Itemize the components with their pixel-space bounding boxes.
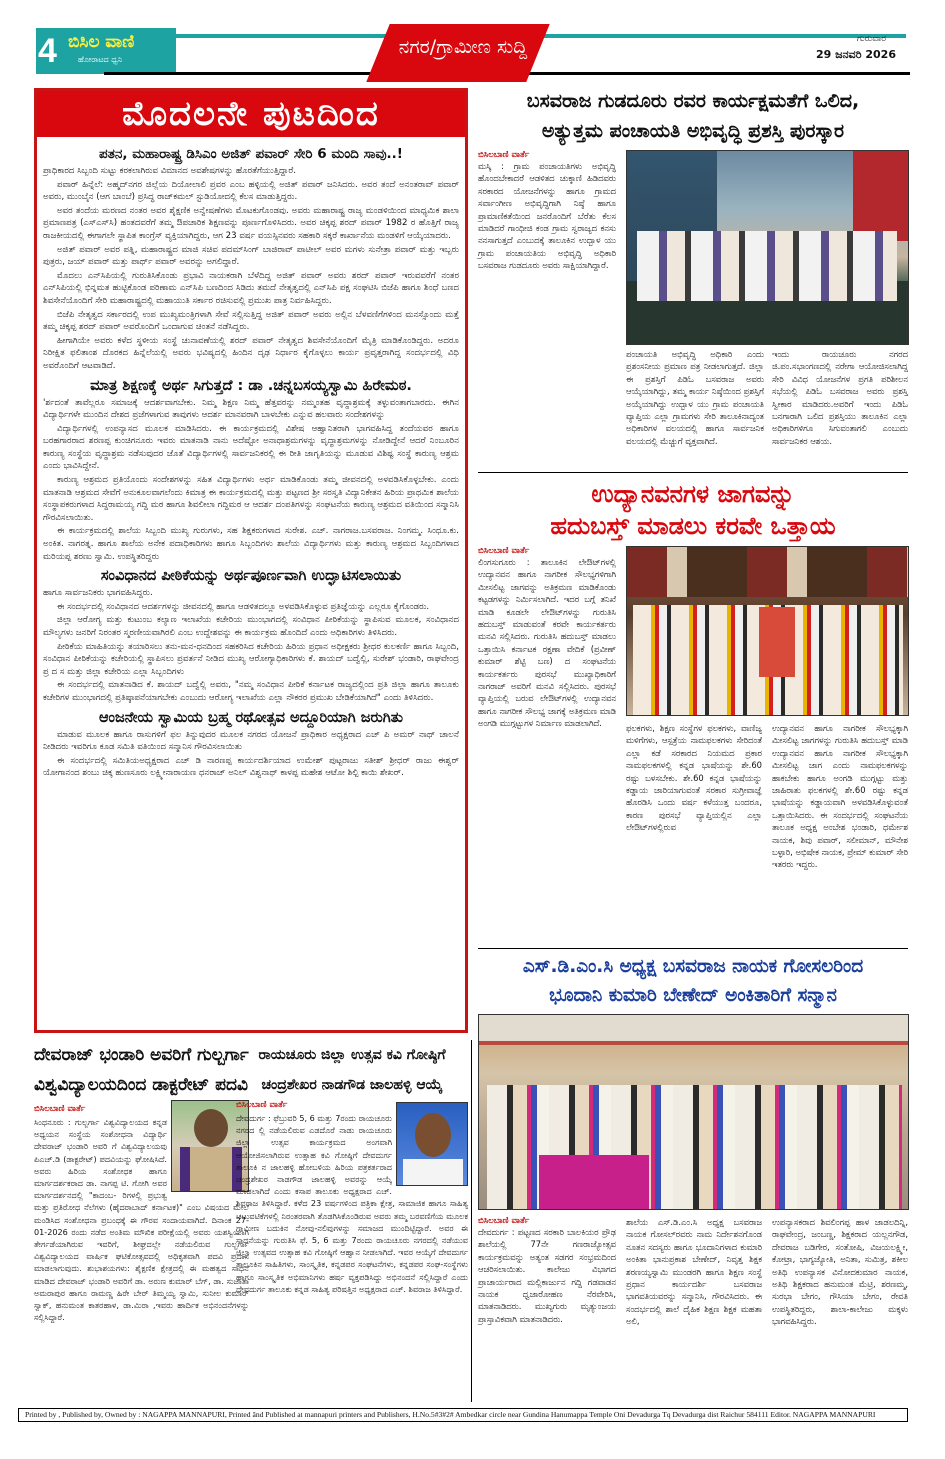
story-headline-line2: ಭೂದಾನಿ ಕುಮಾರಿ ಬೇಣೇದ್ ಅಂಕಿತಾರಿಗೆ ಸನ್ಮಾನ xyxy=(549,985,837,1006)
article-paragraph: 'ರ್ಶದಂತೆ ತಾವೆಲ್ಲರೂ ಸಮಾಜಕ್ಕೆ ಆದರ್ಶವಾಗಬೇಕು. ನಿಮ್ಮ ಶಿಕ್ಷಣ ನಿಮ್ಮ ಹೆತ್ತವರನ್ನು ನಮ್ಮಂತಹ ವೃದ್ಧಾಶ್ರಮಕ್ಕೆ ತಳ್ಳುವಂತಾಗಬಾರದು. ಈಗಿನ ವಿದ್ಯಾರ್ಥಿಗಳೇ ಮುಂದಿನ ದೇಶದ ಪ್ರಜೆಗಳಾಗುವ ತಾವುಗಳು ಆದರ್ಶ ಮಾನವರಾಗಿ ಬಾಳಬೇಕು ಎನ್ನುವ ಹಲವಾರು ಸಂದೇಶಗಳನ್ನು xyxy=(43,397,459,421)
story-panchayat-award xyxy=(478,86,908,471)
article-headline: ಸಂವಿಧಾನದ ಪೀಠಿಕೆಯನ್ನು ಅರ್ಥಪೂರ್ಣವಾಗಿ ಉದ್ಘಾಟಿಸಲಾಯಿತು xyxy=(100,568,402,585)
story-headline-line1: ಎಸ್.ಡಿ.ಎಂ.ಸಿ ಅಧ್ಯಕ್ಷ ಬಸವರಾಜ ನಾಯಕ ಗೋಸಲರಿಂದ xyxy=(522,956,864,977)
article-paragraph: ಅವರ ತಂದೆಯ ಮರಣದ ನಂತರ ಅವರ ಶೈಕ್ಷಣಿಕ ಅನ್ವೇಷಣೆಗಳು ಮೊಟಕುಗೊಂಡವು. ಅವರು ಮಹಾರಾಷ್ಟ್ರ ರಾಜ್ಯ ಮಂಡಳಿಯಿಂದ ಮಾಧ್ಯಮಿಕ ಶಾಲಾ ಪ್ರಮಾಣಪತ್ರ (ಎಸ್‌ಎಸ್‌ಸಿ) ಹಂತದವರೆಗೆ ತಮ್ಮ ಔಪಚಾರಿಕ ಶಿಕ್ಷಣವನ್ನು ಪೂರ್ಣಗೊಳಿಸಿದರು. ಅವರ ಚಿಕ್ಕಪ್ಪ ಶರದ್ ಪವಾರ್ 1982 ರ ಹೊತ್ತಿಗೆ ರಾಜ್ಯ ರಾಜಕೀಯದಲ್ಲಿ ಈಗಾಗಲೇ ಸ್ಥಾಪಿತ ಕಾಂಗ್ರೆಸ್ ವ್ಯಕ್ತಿಯಾಗಿದ್ದರು, ಆಗ 23 ವರ್ಷ ವಯಸ್ಸಿನವರು ಸಹಕಾರಿ ಸಕ್ಕರೆ ಕಾರ್ಖಾನೆಯ ಮಂಡಳಿಗೆ ಆಯ್ಕೆಯಾದರು. xyxy=(43,205,459,241)
story-headline-line2: ವಿಶ್ವವಿದ್ಯಾಲಯದಿಂದ ಡಾಕ್ಟರೇಟ್ ಪದವಿ xyxy=(34,1075,248,1095)
award-ceremony-photo xyxy=(626,150,909,345)
story-headline-line2: ಹದುಬಸ್ತ್ ಮಾಡಲು ಕರವೇ ಒತ್ತಾಯ xyxy=(550,512,836,540)
karave-memorandum-photo xyxy=(626,546,909,716)
article-headline: ಮಾತ್ರ ಶಿಕ್ಷಣಕ್ಕೆ ಅರ್ಥ ಸಿಗುತ್ತದೆ : ಡಾ .ಚನ್ನಬಸಯ್ಯಸ್ವಾಮಿ ಹಿರೇಮಠ. xyxy=(90,377,412,394)
story-body: ಇಂದು ರಾಯಚೂರು ನಗರದ ಜಿ.ಪಂ.ಸಭಾಂಗಣದಲ್ಲಿ ನರೇಗಾ ಆಯೋಜಿಸಲಾಗಿದ್ದ ಸೇರಿ ವಿವಿಧ ಯೋಜನೆಗಳ ಪ್ರಗತಿ ಪರಿಶೀಲನ ಸಭೆಯಲ್ಲಿ ಪಿಡಿಓ ಬಸವರಾಜ ಅವರು ಪ್ರಶಸ್ತಿ ಸ್ವೀಕಾರ ಮಾಡಿದರು.ಅವರಿಗೆ ಇಂದು ಪಿಡಿಓ ಬನಗಾರಾಗಿ ಒಲಿದ ಪ್ರಶಸ್ತಿಯು ತಾಲೂಕಿನ ಎಲ್ಲಾ ಅಧಿಕಾರಿಗಳಿಗೂ ಸಿಗುವಂತಾಗಲಿ ಎಂಬುದು ಸಾರ್ವಜನಿಕರ ಆಶಯ. xyxy=(772,349,908,446)
masthead xyxy=(18,28,908,80)
article-paragraph: ಪವಾರ್ ಹಿನ್ನೆಲೆ: ಅಹ್ಮದ್‌ನಗರ ಜಿಲ್ಲೆಯ ದಿಯೋಲಾಲಿ ಪ್ರವರ ಎಂಬ ಹಳ್ಳಿಯಲ್ಲಿ ಅಜಿತ್ ಪವಾರ್ ಜನಿಸಿದರು. ಅವರ ತಂದೆ ಅನಂತರಾವ್ ಪವಾರ್ ಅವರು, ಮುಂಬೈನ (ಆಗ ಬಾಂಬೆ) ಪ್ರಸಿದ್ಧ ರಾಜ್‌ಕಮಲ್ ಸ್ಟುಡಿಯೋದಲ್ಲಿ ಕೆಲಸ ಮಾಡುತ್ತಿದ್ದರು. xyxy=(43,179,459,203)
story-body: ಫಲಕಗಳು, ಶಿಕ್ಷಣ ಸಂಸ್ಥೆಗಳ ಫಲಕಗಳು, ವಾಣಿಜ್ಯ ಮಳಿಗೆಗಳು, ಆಸ್ಪತ್ರೆಯ ನಾಮಫಲಕಗಳು ಸೇರಿದಂತೆ ಎಲ್ಲಾ ಕಡೆ ಸರಕಾರದ ನಿಯಮದ ಪ್ರಕಾರ ನಾಮಫಲಕಗಳಲ್ಲಿ ಕನ್ನಡ ಭಾಷೆಯನ್ನು ಶೇ.60 ರಷ್ಟು ಬಳಸಬೇಕು. ಶೇ.60 ಕನ್ನಡ ಭಾಷೆಯನ್ನು ಕಡ್ಡಾಯ ಜಾರಿಯಾಗುವಂತೆ ಸರಕಾರ ಸುಗ್ರೀವಾಜ್ಞೆ ಹೊರಡಿಸಿ ಒಂದು ವರ್ಷ ಕಳೆಯುತ್ತ ಬಂದರೂ, ಕಾರಣ ಪುರಸಭೆ ವ್ಯಾಪ್ತಿಯಲ್ಲಿನ ಎಲ್ಲಾ ಲೇಔಟ್‌ಗಳಲ್ಲಿರುವ xyxy=(626,723,762,833)
byline: ಬಿಸಿಲಬಾಣಿ ವಾರ್ತೆ xyxy=(34,1104,86,1114)
republic-day-group-photo xyxy=(478,1014,909,1210)
photo-red-building xyxy=(853,151,909,241)
page-number: 4 xyxy=(38,32,57,70)
continued-banner: ಮೊದಲನೇ ಪುಟದಿಂದ xyxy=(37,91,465,137)
section-title: ನಗರ/ಗ್ರಾಮೀಣ ಸುದ್ದಿ xyxy=(398,36,528,58)
story-headline-line1: ದೇವರಾಜ್ ಭಂಡಾರಿ ಅವರಿಗೆ ಗುಲ್ಬರ್ಗಾ xyxy=(34,1045,249,1065)
story-headline-line1: ಉದ್ಯಾನವನಗಳ ಜಾಗವನ್ನು xyxy=(591,480,795,508)
story-sdmc-felicitation xyxy=(478,952,908,1402)
story-body: ಪಂಚಾಯತಿ ಅಭಿವೃದ್ಧಿ ಅಧಿಕಾರಿ ಎಂದು ಪ್ರಶಂಸನೀಯ ಪ್ರಮಾಣ ಪತ್ರ ನೀಡಲಾಗುತ್ತದೆ. ಜಿಲ್ಲಾ ಈ ಪ್ರಶಸ್ತಿಗೆ ಪಿಡಿಓ ಬಸವರಾಜ ಅವರು ಆಯ್ಕೆಯಾಗಿದ್ದು, ತಮ್ಮ ಕಾರ್ಯ ನಿಷ್ಠೆಯಿಂದ ಪ್ರಶಸ್ತಿಗೆ ಅಯ್ಕೆಯಾಗಿದ್ದು ಉದ್ಬಾಳ ಯು ಗ್ರಾಮ ಪಂಚಾಯತಿ ವ್ಯಾಪ್ತಿಯ ಎಲ್ಲಾ ಗ್ರಾಮಗಳು ಸೇರಿ ತಾಲೂಕಿನಾದ್ಯಂತ ಅಧಿಕಾರಿಗಳ ವಲಯದಲ್ಲಿ ಹಾಗೂ ಸಾರ್ವಜನಿಕ ವಲಯದಲ್ಲಿ ಮೆಚ್ಚುಗೆ ವ್ಯಕ್ತವಾಗಿದೆ. xyxy=(626,349,764,446)
byline: ಬಿಸಿಲಬಾಣಿ ವಾರ್ತೆ xyxy=(236,1100,288,1110)
story-body: ಉಪನ್ಯಾಸಕರಾದ ಶಿವಲಿಂಗಪ್ಪ ಹಾಳ ಜಾಡಲದಿನ್ನಿ, ರಾಘವೇಂದ್ರ, ಜಂಬಣ್ಣ, ಶಿಕ್ಷಕರಾದ ಯಲ್ಲನಗೌಡ, ದೇವರಾಜ ಬಡಿಗೇರ, ಸಂತೋಷಿ, ವಿಜಯಲಕ್ಷ್ಮೀ, ಕೋಟ್ರಾ, ಭಾಗ್ಯಜ್ಯೋತಿ, ಅನಿತಾ, ಸುಮಿತ್ರ, ಶಕೀಲ ಅತಿಥಿ ಉಪನ್ಯಾಸಕ ವಿನೋದಕುಮಾರ ನಾಯಕ, ಅತಿಥಿ ಶಿಕ್ಷಕರಾದ ಹನುಮಂತ ಮೆಟ್ರಿ, ಶರಣಮ್ಮ, ಸುರಭಾ ಬೇಗಂ, ಗೌಸಿಯಾ ಬೇಗಂ, ರೇವತಿ ಉಪಸ್ಥಿತರಿದ್ದರು, ಶಾಲಾ-ಕಾಲೇಜು ಮಕ್ಕಳು ಭಾಗವಹಿಸಿದ್ದರು. xyxy=(772,1217,908,1327)
byline: ಬಿಸಿಲಬಾಣಿ ವಾರ್ತೆ xyxy=(478,150,530,160)
article-paragraph: ಪೀಠಿಕೆಯ ಮಾಹಿತಿಯನ್ನು ತಯಾರಿಸಲು ತನು-ಮನ-ಧನದಿಂದ ಸಹಕರಿಸಿದ ಕಚೇರಿಯ ಹಿರಿಯ ಪ್ರಧಾನ ಅಧೀಕ್ಷಕರು ಶ್ರೀಧರ ಕುಲಕರ್ಣಿ ಹಾಗೂ ಸಿಬ್ಬಂದಿ, ಸಂವಿಧಾನ ಪೀಠಿಕೆಯನ್ನು ಕಚೇರಿಯಲ್ಲಿ ಸ್ಥಾಪಿಸಲು ಪ್ರವರ್ತನೆ ನೀಡಿದ ಮುಖ್ಯ ಆರೋಗ್ಯಾಧಿಕಾರಿಗಳು ಕೆ. ಶಾಯದ್ ಬದ್ವೆಲ್ಲಿ, ಸುರೇಶ್ ಭಂಡಾರಿ, ರಾಘವೇಂದ್ರ ಪ್ರ ದ ಸ ಮತ್ತು ಜಿಲ್ಲಾ ಕಚೇರಿಯ ಎಲ್ಲಾ ಸಿಬ್ಬಂದಿಗಳು xyxy=(43,641,459,677)
story-headline-line1: ಬಸವರಾಜ ಗುಡದೂರು ರವರ ಕಾರ್ಯಕ್ಷಮತೆಗೆ ಒಲಿದ, xyxy=(526,90,860,112)
continued-from-front-page-box xyxy=(34,88,468,1033)
issue-date: 29 ಜನವರಿ 2026 xyxy=(816,48,896,61)
article-paragraph: ಜಿಲ್ಲಾ ಆರೋಗ್ಯ ಮತ್ತು ಕುಟುಂಬ ಕಲ್ಯಾಣ ಇಲಾಖೆಯ ಕಚೇರಿಯ ಮುಂಭಾಗದಲ್ಲಿ ಸಂವಿಧಾನ ಪೀಠಿಕೆಯನ್ನು ಸ್ಥಾಪಿಸುವ ಮೂಲಕ, ಸಂವಿಧಾನದ ಮೌಲ್ಯಗಳು ಜನರಿಗೆ ನಿರಂತರ ಸ್ಮರಣೀಯವಾಗಿರಲಿ ಎಂಬ ಉದ್ದೇಶವನ್ನು ಈ ಕಾರ್ಯಕ್ರಮ ಹೊಂದಿದೆ ಎಂದು ಅಧಿಕಾರಿಗಳು ತಿಳಿಸಿದರು. xyxy=(43,615,459,638)
column-divider xyxy=(471,1040,472,1402)
article-paragraph: ಈ ಸಂದರ್ಭದಲ್ಲಿ ಸಮಿತಿಯಅಧ್ಯಕ್ಷರಾದ ಎಚ್ ಡಿ ನಾರಣಪ್ಪ ಕಾರ್ಯದರ್ಶಿಯಾದ ಉಮೇಶ್ ಪುಟ್ಟರಾಜು ಸತೀಶ್ ಶ್ರೀಧರ್ ರಾಜು ಈಶ್ವರ್ ಯೋಗಾನಂದ ಶಂಬು ಚಿಕ್ಕ ಹುಣಸೂರು ಲಕ್ಷ್ಮೀನಾರಾಯಣ ಧನರಾಜ್ ಅನಿಲ್ ವಿಶ್ವನಾಥ್ ಕಾಳಪ್ಪ ಮಹೇಶ ಆಟೋ ಶಿಲ್ಪಿ ಕಾಯಿ ಶೇಖರ್. xyxy=(43,755,459,779)
story-body-text: ಸಿಂಧನೂರು : ಗುಲ್ಬರ್ಗಾ ವಿಶ್ವವಿದ್ಯಾಲಯದ ಕನ್ನಡ ಅಧ್ಯಯನ ಸಂಸ್ಥೆಯ ಸಂಶೋಧನಾ ವಿದ್ಯಾರ್ಥಿ ದೇವರಾಜ್ ಭಂಡಾರಿ ಅವರಿ ಗೆ ವಿಶ್ವವಿದ್ಯಾಲಯವು ಪಿಎಚ್.ಡಿ (ಡಾಕ್ಟರೇಟ್) ಪದವಿಯನ್ನು ಘೋಷಿಸಿದೆ. ಅವರು ಹಿರಿಯ ಸಂಶೋಧಕ ಹಾಗೂ ಮಾರ್ಗದರ್ಶಕರಾದ ಡಾ. ನಾಗಪ್ಪ ಟಿ. ಗೋಗಿ ಅವರ ಮಾರ್ಗದರ್ಶನದಲ್ಲಿ "ಕಾದಂಬ- ರಿಗಳಲ್ಲಿ ಪ್ರಭುತ್ವ ಮತ್ತು ಪ್ರತಿರೋಧ ನೆಲೆಗಳು (ಹೈದರಾಬಾದ್ ಕರ್ನಾಟಕ)" ಎಂಬ ವಿಷಯದ ಮೇಲೆ ಮಂಡಿಸಿದ ಸಂಶೋಧನಾ ಪ್ರಬಂಧಕ್ಕೆ ಈ ಗೌರವ ಸಂದಾಯವಾಗಿದೆ. ದಿನಾಂಕ 27-01-2026 ರಂದು ನಡೆದ ಅಂತಿಮ ಮೌಖಿಕ ಪರೀಕ್ಷೆಯಲ್ಲಿ ಅವರು ಯಶಸ್ವಿಯಾಗಿ ತೇರ್ಗಡೆಯಾಗಿರುವ ಇವರಿಗೆ, ಶೀಘ್ರದಲ್ಲೇ ನಡೆಯಲಿರುವ ಗುಲ್ಬರ್ಗಾ ವಿಶ್ವವಿದ್ಯಾಲಯದ ವಾರ್ಷಿಕ ಘಟಿಕೋತ್ಸವದಲ್ಲಿ ಅಧಿಕೃತವಾಗಿ ಪದವಿ ಪ್ರದಾನ ಮಾಡಲಾಗುವುದು. ಶುಭಾಶಯಗಳು: ಶೈಕ್ಷಣಿಕ ಕ್ಷೇತ್ರದಲ್ಲಿ ಈ ಮಹತ್ವದ ಸಾಧನೆ ಮಾಡಿದ ದೇವರಾಜ್ ಭಂಡಾರಿ ಅವರಿಗೆ ಡಾ. ಅರುಣ ಕುಮಾರ್ ಬೆಗ್, ಡಾ. ಸುಜಾತಾ ಅಮರಾಪುರ ಹಾಗೂ ರಾಮಣ್ಣ ಹಿರೇ ಬೇರ್ ತಿಮ್ಮಯ್ಯ ಸ್ವಾಮಿ, ಸುನೀಲ ಕುಮಾರ್ ಸ್ವಾಕ್, ಹನುಮಂತ ಕಾತರಹಾಳ, ಡಾ.ಮಿರಾ ,ಇವರು ಹಾರ್ದಿಕ ಅಭಿನಂದನೆಗಳನ್ನು ಸಲ್ಲಿಸಿದ್ದಾರೆ. xyxy=(34,1117,249,1323)
story-headline-line2: ಚಂದ್ರಶೇಖರ ನಾಡಗೌಡ ಜಾಲಹಳ್ಳಿ ಆಯ್ಕೆ xyxy=(261,1077,443,1093)
story-body xyxy=(236,1112,468,1295)
story-body: ಲಿಂಗಸುಗೂರು : ತಾಲೂಕಿನ ಲೇಔಟ್‌ಗಳಲ್ಲಿ ಉದ್ಯಾನವನ ಹಾಗೂ ನಾಗರೀಕ ಸೌಲಭ್ಯಗಳಿಗಾಗಿ ಮೀಸಲಿಟ್ಟ ಜಾಗವನ್ನು ಅತಿಕ್ರಮಣ ಮಾಡಿಕೊಂಡು ಕಟ್ಟಡಗಳನ್ನು ನಿರ್ಮಿಸಲಾಗಿದೆ. ಇದರ ಬಗ್ಗೆ ತನಿಖೆ ಮಾಡಿ ಕೂಡಲೇ ಲೇಔಟ್‌ಗಳನ್ನು ಗುರುತಿಸಿ ಹದುಬಸ್ತ್ ಮಾಡುವಂತೆ ಕರವೇ ಕಾರ್ಯಕರ್ತರು ಮನವಿ ಸಲ್ಲಿಸಿದರು. ಗುರುತಿಸಿ ಹದುಬಸ್ತ್ ಮಾಡಲು ಒತ್ತಾಯಿಸಿ ಕರ್ನಾಟಕ ರಕ್ಷಣಾ ವೇದಿಕೆ (ಪ್ರವೀಣ್ ಕುಮಾರ್ ಶೆಟ್ಟಿ ಬಣ) ದ ಸಂಘಟನೆಯ ಕಾರ್ಯಕರ್ತರು ಪುರಸಭೆ ಮುಖ್ಯಾಧಿಕಾರಿಗೆ ನಾಗರಾಜ್ ಅವರಿಗೆ ಮನವಿ ಸಲ್ಲಿಸಿದರು. ಪುರಸಭೆ ವ್ಯಾಪ್ತಿಯಲ್ಲಿ ಬರುವ ಲೇಔಟ್‌ಗಳಲ್ಲಿ ಉದ್ಯಾನವನ ಹಾಗೂ ನಾಗರೀಕ ಸೌಲಭ್ಯ ಜಾಗಕ್ಕೆ ಅತಿಕ್ರಮಣ ಮಾಡಿ ಅಂಗಡಿ ಮುಗ್ಗಟ್ಟುಗಳ ನಿರ್ಮಾಣ ಮಾಡಲಾಗಿದೆ. xyxy=(478,557,616,729)
byline: ಬಿಸಿಲಬಾಣಿ ವಾರ್ತೆ xyxy=(478,1216,530,1226)
article-paragraph: ಈ ಸಂದರ್ಭದಲ್ಲಿ ಸಂವಿಧಾನದ ಆದರ್ಶಗಳನ್ನು ಜೀವನದಲ್ಲಿ ಹಾಗೂ ಆಡಳಿತದಲ್ಲೂ ಅಳವಡಿಸಿಕೊಳ್ಳುವ ಪ್ರತಿಜ್ಞೆಯನ್ನು ಎಲ್ಲರೂ ಕೈಗೊಂಡರು. xyxy=(57,601,430,612)
story-headline-line2: ಅತ್ಯುತ್ತಮ ಪಂಚಾಯತಿ ಅಭಿವೃದ್ಧಿ ಪ್ರಶಸ್ತಿ ಪುರಸ್ಕಾರ xyxy=(541,120,845,142)
photo-school-roof xyxy=(479,1015,909,1045)
article-paragraph: ಈ ಸಂದರ್ಭದಲ್ಲಿ ಮಾತನಾಡಿದ ಕೆ. ಶಾಯದ್ ಬದ್ವೆಲ್ಲಿ ಅವರು, "ನಮ್ಮ ಸಂವಿಧಾನ ಪೀಠಿಕೆ ಕರ್ನಾಟಕ ರಾಜ್ಯದಲ್ಲಿಂದ ಪ್ರತಿ ಜಿಲ್ಲಾ ಹಾಗೂ ತಾಲೂಕು ಕಚೇರಿಗಳ ಮುಂಭಾಗದಲ್ಲಿ ಪ್ರತಿಷ್ಠಾಪನೆಯಾಗಬೇಕು ಎಂಬುದು ಆರೋಗ್ಯ ಇಲಾಖೆಯ ಎಲ್ಲಾ ನೌಕರರ ಪ್ರಮುಖ ಬೇಡಿಕೆಯಾಗಿದೆ" ಎಂದು ತಿಳಿಸಿದರು. xyxy=(43,680,459,703)
article-paragraph: ಅಜಿತ್ ಪವಾರ್ ಅವರ ಪತ್ನಿ, ಮಹಾರಾಷ್ಟ್ರದ ಮಾಜಿ ಸಚಿವ ಪದಮ್‌ಸಿಂಗ್ ಬಾಜಿರಾವ್ ಪಾಟೀಲ್ ಅವರ ಮಗಳು ಸುನೇತ್ರಾ ಪವಾರ್ ಮತ್ತು ಇಬ್ಬರು ಪುತ್ರರು, ಜಯ್ ಪವಾರ್ ಮತ್ತು ಪಾರ್ಥ್ ಪವಾರ್ ಅವರನ್ನು ಅಗಲಿದ್ದಾರೆ. xyxy=(43,244,459,268)
article-paragraph: ಈ ಕಾರ್ಯಕ್ರಮದಲ್ಲಿ ಶಾಲೆಯ ಸಿಬ್ಬಂದಿ ಮುಖ್ಯ ಗುರುಗಳು, ಸಹ ಶಿಕ್ಷಕರುಗಳಾದ ಸುರೇಶ. ಎಚ್. ನಾಗರಾಜ.ಬಸವರಾಜ. ನಿಂಗಮ್ಮ. ಸಿಂಧೂ.ಕು. ಅಂಕಿತ. ನಾಗರತ್ನ. ಹಾಗೂ ಶಾಲೆಯ ಅನೇಕ ಪದಾಧಿಕಾರಿಗಳು ಹಾಗೂ ಸಿಬ್ಬಂದಿಗಳು ಶಾಲೆಯ ವಿದ್ಯಾರ್ಥಿಗಳು ಮತ್ತು ಕಾರುಣ್ಯ ಆಶ್ರಮದ ಸಿಬ್ಬಂದಿಗಳಾದ ಮರಿಯಪ್ಪ ಶರಣು ಸ್ವಾಮಿ. ಉಪಸ್ಥಿತರಿದ್ದರು xyxy=(43,526,459,562)
story-parks-encroachment xyxy=(478,478,908,943)
article-paragraph: ಮಾಡುವ ಮೂಲಕ ಹಾಗೂ ರಾಸುಗಳಿಗೆ ಫಲ ತಿನ್ನುವುದರ ಮೂಲಕ ನಗರದ ಯೋಜನೆ ಪ್ರಾಧಿಕಾರ ಅಧ್ಯಕ್ಷರಾದ ಎಚ್ ಪಿ ಅಮರ್ ನಾಥ್ ಚಾಲನೆ ನೀಡಿದರು ಇವರಿಗೂ ಕೂಡ ಸಮಿತಿ ವತಿಯಿಂದ ಸನ್ಮಾನಿಸ ಗೌರವಿಸಲಾಯಿತು xyxy=(43,729,459,753)
story-headline-line1: ರಾಯಚೂರು ಜಿಲ್ಲಾ ಉತ್ಸವ ಕವಿ ಗೋಷ್ಠಿಗೆ xyxy=(258,1047,446,1063)
story-body-text: ದೇವದುರ್ಗ : ಫೆಬ್ರುವರಿ 5, 6 ಮತ್ತು 7ರಂದು ರಾಯಚೂರು ನಗರದ ಲ್ಲಿ ನಡೆಯಲಿರುವ ಎಡದೊರೆ ನಾಡು ರಾಯಚೂರು ಜಿಲ್ಲಾ ಉತ್ಸವ ಕಾರ್ಯಕ್ರಮದ ಅಂಗವಾಗಿ ಆಯೋಜಿಸಲಾಗಿರುವ ಉತ್ಸಾಹ ಕವಿ ಗೋಷ್ಠಿಗೆ ದೇವದುರ್ಗ ತಾಲೂಕಿ ನ ಜಾಲಹಳ್ಳಿ ಹೋಬಳಿಯ ಹಿರಿಯ ಪತ್ರಕರ್ತರಾದ ಚಂದ್ರಶೇಖರ ನಾಡಗೌಡ ಜಾಲಹಳ್ಳಿ ಅವರನ್ನು ಆಯ್ಕೆ ಮಾಡಲಾಗಿದೆ ಎಂದು ಕಸಾಪ ತಾಲೂಕು ಅಧ್ಯಕ್ಷರಾದ ಎಚ್. ಶಿವರಾಜ ತಿಳಿಸಿದ್ದಾರೆ. ಕಳೆದ 23 ವರ್ಷಗಳಿಂದ ಪತ್ರಿಕಾ ಕ್ಷೇತ್ರ, ಸಾಮಾಜಿಕ ಹಾಗೂ ಸಾಹಿತ್ಯ ಚಟುವಟಿಕೆಗಳಲ್ಲಿ ನಿರಂತರವಾಗಿ ತೊಡಗಿಸಿಕೊಂಡಿರುವ ಅವರು ತಮ್ಮ ಬರವಣಿಗೆಯ ಮೂಲಕ ಗ್ರಾಮೀಣ ಬದುಕಿನ ನೋವು-ನಲಿವುಗಳನ್ನು ಸಮಾಜದ ಮುಂದಿಟ್ಟಿದ್ದಾರೆ. ಅವರ ಈ ಸಾಧನೆಯನ್ನು ಗುರುತಿಸಿ ಫೆ. 5, 6 ಮತ್ತು 7ರಂದು ರಾಯಚೂರು ನಗರದಲ್ಲಿ ನಡೆಯುವ ಜಿಲ್ಲಾ ಉತ್ಸವದ ಉತ್ಸಾಹ ಕವಿ ಗೋಷ್ಠಿಗೆ ಆಹ್ವಾನ ನೀಡಲಾಗಿದೆ. ಇವರ ಆಯ್ಕೆಗೆ ದೇವದುರ್ಗ ತಾಲೂಕಿನ ಸಾಹಿತಿಗಳು, ಸಾಂಸ್ಕೃತಿಕ, ಕನ್ನಡಪರ ಸಂಘಟನೆಗಳು, ಕನ್ನಡಪರ ಸಂಘ-ಸಂಸ್ಥೆಗಳು ಹಾಗೂ ಸಾಂಸ್ಕೃತಿಕ ಅಭಿಮಾನಿಗಳು ಹರ್ಷ ವ್ಯಕ್ತಪಡಿಸಿದ್ದು ಅಭಿನಂದನೆ ಸಲ್ಲಿಸಿದ್ದಾರೆ ಎಂದು ದೇವದುರ್ಗ ತಾಲೂಕು ಕನ್ನಡ ಸಾಹಿತ್ಯ ಪರಿಷತ್ತಿನ ಅಧ್ಯಕ್ಷರಾದ ಎಚ್. ಶಿವರಾಜ ತಿಳಿಸಿದ್ದಾರೆ. xyxy=(236,1113,468,1294)
photo-official-red-shirt xyxy=(759,607,795,677)
story-body xyxy=(34,1116,249,1323)
newspaper-tagline: ಹೋರಾಟದ ಧ್ವನಿ xyxy=(78,55,123,64)
article-paragraph: ಬಿಜೆಪಿ ನೇತೃತ್ವದ ಸರ್ಕಾರದಲ್ಲಿ ಉಪ ಮುಖ್ಯಮಂತ್ರಿಗಳಾಗಿ ಸೇವೆ ಸಲ್ಲಿಸುತ್ತಿದ್ದ ಅಜಿತ್ ಪವಾರ್ ಅವರು ಅಲ್ಲಿನ ಬೆಳವಣಿಗೆಗಳಿಂದ ಮನಸ್ಸೊಂದು ಮತ್ತೆ ತಮ್ಮ ಚಿಕ್ಕಪ್ಪ ಶರದ್ ಪವಾರ್ ಅವರೊಂದಿಗೆ ಒಂದಾಗುವ ಚಿಂತನೆ ನಡೆಸಿದ್ದರು. xyxy=(43,309,459,333)
story-body: ಶಾಲೆಯ ಎಸ್.ಡಿ.ಎಂ.ಸಿ ಅಧ್ಯಕ್ಷ ಬಸವರಾಜ ನಾಯಕ ಗೋಸಲ್‌ರವರು ನಾಮ ನಿರ್ದೇಶನಗೊಂಡ ನೂತನ ಸದಸ್ಯರು ಹಾಗೂ ಭೂದಾನಿಗಳಾದ ಕುಮಾರಿ ಅಂಕಿತಾ ಭಾನುಪ್ರಕಾಶ ಬೇಣೇದ್, ನಿವೃತ್ತ ಶಿಕ್ಷಕ ಶರಣಯ್ಯಸ್ವಾಮಿ ಮುಂಡರಗಿ ಹಾಗೂ ಶಿಕ್ಷಣ ಸಂಸ್ಥೆ ಪ್ರಧಾನ ಕಾರ್ಯದರ್ಶಿ ಬಸವರಾಜ ಭಾಗವತಿಯವರನ್ನು ಸನ್ಮಾನಿಸಿ, ಗೌರವಿಸಿದರು. ಈ ಸಂದರ್ಭದಲ್ಲಿ ಶಾಲೆ ದೈಹಿಕ ಶಿಕ್ಷಣ ಶಿಕ್ಷಕ ಮಹತಾ ಅಲಿ, xyxy=(626,1217,762,1327)
photo-people-row xyxy=(637,231,897,301)
story-body: ಉದ್ಯಾನವನ ಹಾಗೂ ನಾಗರೀಕ ಸೌಲಭ್ಯಕ್ಕಾಗಿ ಮೀಸಲಿಟ್ಟ ಜಾಗಗಳನ್ನು ಗುರುತಿಸಿ ಹದುಬಸ್ತ್ ಮಾಡಿ ಉದ್ಯಾನವನ ಹಾಗೂ ನಾಗರೀಕ ಸೌಲಭ್ಯಕ್ಕಾಗಿ ಮೀಸಲಿಟ್ಟ ಜಾಗ ಎಂದು ನಾಮಫಲಕಗಳನ್ನು ಹಾಕಬೇಕು ಹಾಗೂ ಅಂಗಡಿ ಮುಗ್ಗಟ್ಟು ಮತ್ತು ಜಾಹಿರಾತು ಫಲಕಗಳಲ್ಲಿ ಶೇ.60 ರಷ್ಟು ಕನ್ನಡ ಭಾಷೆಯನ್ನು ಕಡ್ಡಾಯವಾಗಿ ಅಳವಡಿಸಿಕೊಳ್ಳುವಂತೆ ಒತ್ತಾಯಿಸಿದರು. ಈ ಸಂದರ್ಭದಲ್ಲಿ ಸಂಘಟನೆಯ ತಾಲೂಕ ಅಧ್ಯಕ್ಷ ಅಂಬೇಶ ಭಂಡಾರಿ, ಧರ್ಮೇಶ ನಾಯಕ, ಶಿವು ಪವಾರ್, ಸಲೀಮಾನ್, ಮೌನೇಶ ಬಳ್ಳಾರಿ, ಅಭಿಷೇಕ ನಾಯಕ, ಪ್ರೇಮ್ ಕುಮಾರ್ ಸೇರಿ ಇತರರು ಇದ್ದರು. xyxy=(772,723,908,870)
issue-day: ಗುರುವಾರ xyxy=(856,34,886,44)
article-paragraph: ಹೀಗಾಗಿಯೇ ಅವರು ಕಳೆದ ಸ್ಥಳೀಯ ಸಂಸ್ಥೆ ಚುನಾವಣೆಯಲ್ಲಿ ಶರದ್ ಪವಾರ್ ನೇತೃತ್ವದ ಶಿವಸೇನೆಯೊಂದಿಗೆ ಮೈತ್ರಿ ಮಾಡಿಕೊಂಡಿದ್ದರು. ಅದರೂ ನಿರೀಕ್ಷಿತ ಫಲಿತಾಂಶ ದೊರಕದ ಹಿನ್ನೆಲೆಯಲ್ಲಿ ಅವರು ಭವಿಷ್ಯದಲ್ಲಿ ಹಿಂದಿನ ದೃಢ ನಿರ್ಧಾರ ಕೈಗೊಳ್ಳಲು ಕಾರ್ಯ ಪ್ರವೃತ್ತರಾಗಿದ್ದ ಸಂದರ್ಭದಲ್ಲಿ ವಿಧಿ ಅವರೊಂದಿಗೆ ಆಟವಾಡಿದೆ. xyxy=(43,335,459,371)
article-paragraph: ವಿದ್ಯಾರ್ಥಿಗಳಲ್ಲಿ ಉಪನ್ಯಾಸದ ಮೂಲಕ ಮಾಡಿಸಿದರು. ಈ ಕಾರ್ಯಕ್ರಮದಲ್ಲಿ ವಿಶೇಷ ಆಹ್ವಾನಿತರಾಗಿ ಭಾಗವಹಿಸಿದ್ದ ತಂದೆಯವರ ಹಾಗೂ ಬರಹಗಾರರಾದ ಶರಣಪ್ಪ ಕುಂಚಿಗನೂರು ಇವರು ಮಾತನಾಡಿ ನಾನು ಅದೆಷ್ಟೋ ಅನಾಥಾಶ್ರಮಗಳನ್ನು ವೃದ್ಧಾಶ್ರಮಗಳನ್ನು ನೋಡಿದ್ದೇನೆ ಆದರೆ ನಿಂಬೂರಿನ ಕಾರುಣ್ಯ ಸಂಸ್ಥೆಯ ವೃದ್ಧಾಶ್ರಮ ನಡೆಸುವುದರ ಜೊತೆ ವಿದ್ಯಾರ್ಥಿಗಳಲ್ಲಿ ಸಾರ್ವಜನಿಕರಲ್ಲಿ ಈ ರೀತಿ ಜಾಗೃತಿಯನ್ನು ಮೂಡುವ ವಿಶಿಷ್ಟ ಸಂಸ್ಥೆ ಕಾರುಣ್ಯ ಆಶ್ರಮ ಎಂದು ಭಾವಿಸಿದ್ದೇನೆ. xyxy=(43,423,459,472)
story-separator xyxy=(478,948,908,949)
photo-garlanded-portrait xyxy=(539,1155,649,1210)
article-headline: ಪತನ, ಮಹಾರಾಷ್ಟ್ರ ಡಿಸಿಎಂ ಅಜಿತ್ ಪವಾರ್ ಸೇರಿ 6 ಮಂದಿ ಸಾವು..! xyxy=(99,146,403,162)
story-poet-selection xyxy=(236,1040,468,1402)
article-paragraph: ಪ್ರಾಧಿಕಾರದ ಸಿಬ್ಬಂದಿ ಸುಟ್ಟು ಕರಕಲಾಗಿರುವ ವಿಮಾನದ ಅವಶೇಷಗಳನ್ನು ಹೊರತೆಗೆಯುತ್ತಿದ್ದಾರೆ. xyxy=(43,166,296,176)
article-paragraph: ಮೊದಲು ಎನ್‌ಸಿಪಿಯಲ್ಲಿ ಗುರುತಿಸಿಕೊಂಡು ಪ್ರಭಾವಿ ನಾಯಕರಾಗಿ ಬೆಳೆದಿದ್ದ ಅಜಿತ್ ಪವಾರ್ ಅವರು ಶರದ್ ಪವಾರ್ ಇರುವವರೆಗೆ ನಂತರ ಎನ್‌ಸಿಪಿಯಲ್ಲಿ ಭಿನ್ನಮತ ಹುಟ್ಟಿಕೊಂಡ ಪರಿಣಾಮ ಎನ್‌ಸಿಪಿ ಬಣದಿಂದ ಸಿಡಿದು ತಮದೆ ನೇತೃತ್ವದಲ್ಲಿ ಎನ್‌ಸಿಪಿ ಪಕ್ಷ ಸಂಘಟಿಸಿ ಬಿಜೆಪಿ ಹಾಗೂ ಶಿಂಧೆ ಬಣದ ಶಿವಸೇನೆಯೊಂದಿಗೆ ಸೇರಿ ಮಹಾರಾಷ್ಟ್ರದಲ್ಲಿ ಮಹಾಯುತಿ ಸರ್ಕಾರ ರಚಿಸುವಲ್ಲಿ ಪ್ರಮುಖ ಪಾತ್ರ ನಿರ್ವಹಿಸಿದ್ದರು. xyxy=(43,270,459,306)
newspaper-title: ಬಿಸಿಲ ವಾಣಿ xyxy=(68,32,135,52)
byline: ಬಿಸಿಲಬಾಣಿ ವಾರ್ತೆ xyxy=(478,546,530,556)
continued-articles xyxy=(37,137,465,785)
printer-imprint: Printed by , Published by, Owned by : NAGAPPA MANNAPURI, Printed ānd Published at mannapuri printers and Publishers, H.No.5#3#2# Ambedkar circle near Gundina Hanumappa Temple Oni Devadurga Tq Devadurga dist Raichur 584111 Editor. NAGAPPA MANNAPURI xyxy=(18,1408,908,1422)
story-separator xyxy=(478,472,908,473)
article-paragraph: ಕಾರುಣ್ಯ ಆಶ್ರಮದ ಪ್ರತಿಯೊಂದು ಸಂದೇಶಗಳನ್ನು ಸಹಿತ ವಿದ್ಯಾರ್ಥಿಗಳು ಅರ್ಥ ಮಾಡಿಕೊಂಡು ತಮ್ಮ ಜೀವನದಲ್ಲಿ ಅಳವಡಿಸಿಕೊಳ್ಳಬೇಕು. ಎಂದು ಮಾತನಾಡಿ ಆಶ್ರಮದ ಸೇವೆಗೆ ಅನುಕೂಲವಾಗಲೆಂದು ಕಿಮಾತ್ರ ಈ ಕಾರ್ಯಕ್ರಮದಲ್ಲಿ ಮತ್ತು ಪಟ್ಟಣದ ಶ್ರೀ ಸರಸ್ವತಿ ವಿದ್ಯಾನಿಕೇತನ ಹಿರಿಯ ಪ್ರಾಥಮಿಕ ಶಾಲೆಯ ಸಂಸ್ಥಾಪಕರುಗಳಾದ ಸಿದ್ದರಾಮಯ್ಯ ಗದ್ದಿ ಮಠ ಹಾಗೂ ಶಿವಲೀಲಾ ಗದ್ದಿಮಠ ಆ ಆದರ್ಶ ದಂಪತಿಗಳನ್ನು ಸಂಘಟನೆಯ ಕಾರುಣ್ಯ ಆಶ್ರಮದ ವತಿಯಿಂದ ಸನ್ಮಾನಿಸಿ ಗೌರವಿಸಲಾಯಿತು. xyxy=(43,475,459,523)
story-body: ದೇವದುರ್ಗ : ಪಟ್ಟಣದ ಸರಕಾರಿ ಬಾಲಕಿಯರ ಪ್ರೌಢ ಶಾಲೆಯಲ್ಲಿ 77ನೇ ಗಣರಾಜ್ಯೋತ್ಸವ ಕಾರ್ಯಕ್ರಮವನ್ನು ಅತ್ಯಂತ ಸಡಗರ ಸಂಭ್ರಮದಿಂದ ಆಚರಿಸಲಾಯಿತು. ಕಾಲೇಜು ವಿಭಾಗದ ಪ್ರಾಚಾರ್ಯರಾದ ಮಲ್ಲಿಕಾರ್ಜುನ ಗದ್ದಿ ಗಡವಾಡನ ನಾಯಕ ಧ್ವಜಾರೋಹಣ ನೆರವೇರಿಸಿ, ಮಾತನಾಡಿದರು. ಮುಖ್ಯಗುರು ಮೃತ್ಯುಂಜಯ ಪ್ರಾಸ್ತಾವಿಕವಾಗಿ ಮಾತನಾಡಿದರು. xyxy=(478,1227,616,1324)
article-paragraph: ಹಾಗೂ ಸಾರ್ವಜನಿಕರು ಭಾಗವಹಿಸಿದ್ದರು. xyxy=(43,588,153,599)
photo-building-facade xyxy=(627,547,909,597)
article-headline: ಆಂಜನೇಯ ಸ್ವಾಮಿಯ ಬ್ರಹ್ಮ ರಥೋತ್ಸವ ಅದ್ದೂರಿಯಾಗಿ ಜರುಗಿತು xyxy=(98,709,404,726)
story-body: ಮಸ್ಕಿ : ಗ್ರಾಮ ಪಂಚಾಯತಿಗಳು ಅಭಿವೃದ್ಧಿ ಹೊಂದಬೇಕಾದರೆ ಆಡಳಿತದ ಚುಕ್ಕಾಣಿ ಹಿಡಿದವರು ಸರಕಾರದ ಯೋಜನೆಗಳನ್ನು ಹಾಗೂ ಗ್ರಾಮದ ಸರ್ವಾಂಗೀಣ ಅಭಿವೃದ್ಧಿಗಾಗಿ ನಿಷ್ಠೆ ಹಾಗೂ ಪ್ರಾಮಾಣಿಕತೆಯಿಂದ ಜನರೊಂದಿಗೆ ಬೆರೆತು ಕೆಲಸ ಮಾಡಿದರೆ ಗಾಂಧೀಜಿ ಕಂಡ ಗ್ರಾಮ ಸ್ವರಾಜ್ಯದ ಕನಸು ನನಸಾಗುತ್ತದೆ ಎಂಬುದಕ್ಕೆ ತಾಲೂಕಿನ ಉದ್ಬಾಳ ಯು ಗ್ರಾಮ ಪಂಚಾಯತಿಯ ಅಭಿವೃದ್ಧಿ ಅಧಿಕಾರಿ ಬಸವರಾಜ ಗುಡದೂರು ಅವರು ಸಾಕ್ಷಿಯಾಗಿದ್ದಾರೆ. xyxy=(478,161,616,271)
